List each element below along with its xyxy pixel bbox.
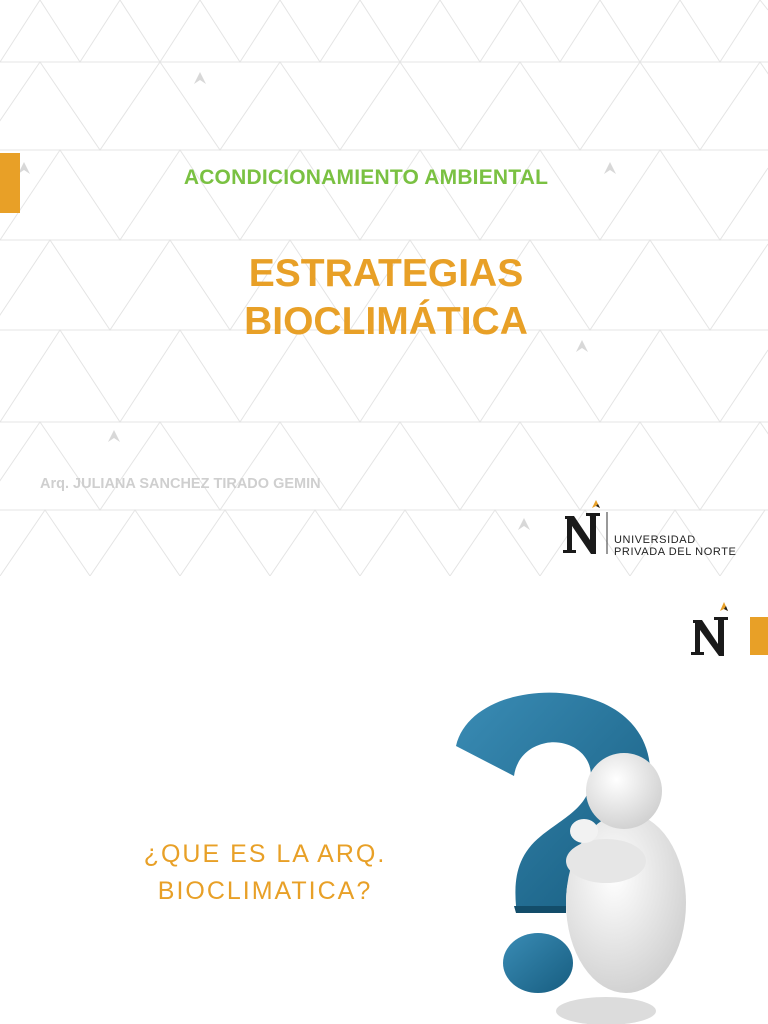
author-name: Arq. JULIANA SANCHEZ TIRADO GEMIN [40, 476, 321, 492]
accent-bar [750, 617, 768, 655]
question-line-1: ¿QUE ES LA ARQ. [143, 840, 387, 868]
course-subtitle: ACONDICIONAMIENTO AMBIENTAL [183, 166, 549, 189]
title-line-2: BIOCLIMÁTICA [244, 300, 528, 343]
university-name-line-1: UNIVERSIDAD [614, 534, 696, 546]
university-name [614, 534, 736, 558]
university-name-line-2: PRIVADA DEL NORTE [614, 546, 737, 558]
slide-title [200, 250, 572, 346]
upn-logo-small-icon [690, 602, 730, 662]
question-text [90, 836, 440, 910]
question-slide [0, 576, 768, 1024]
title-line-1: ESTRATEGIAS [248, 252, 524, 295]
question-line-2: BIOCLIMATICA? [157, 877, 373, 905]
thinking-person-question-icon [446, 691, 716, 1024]
